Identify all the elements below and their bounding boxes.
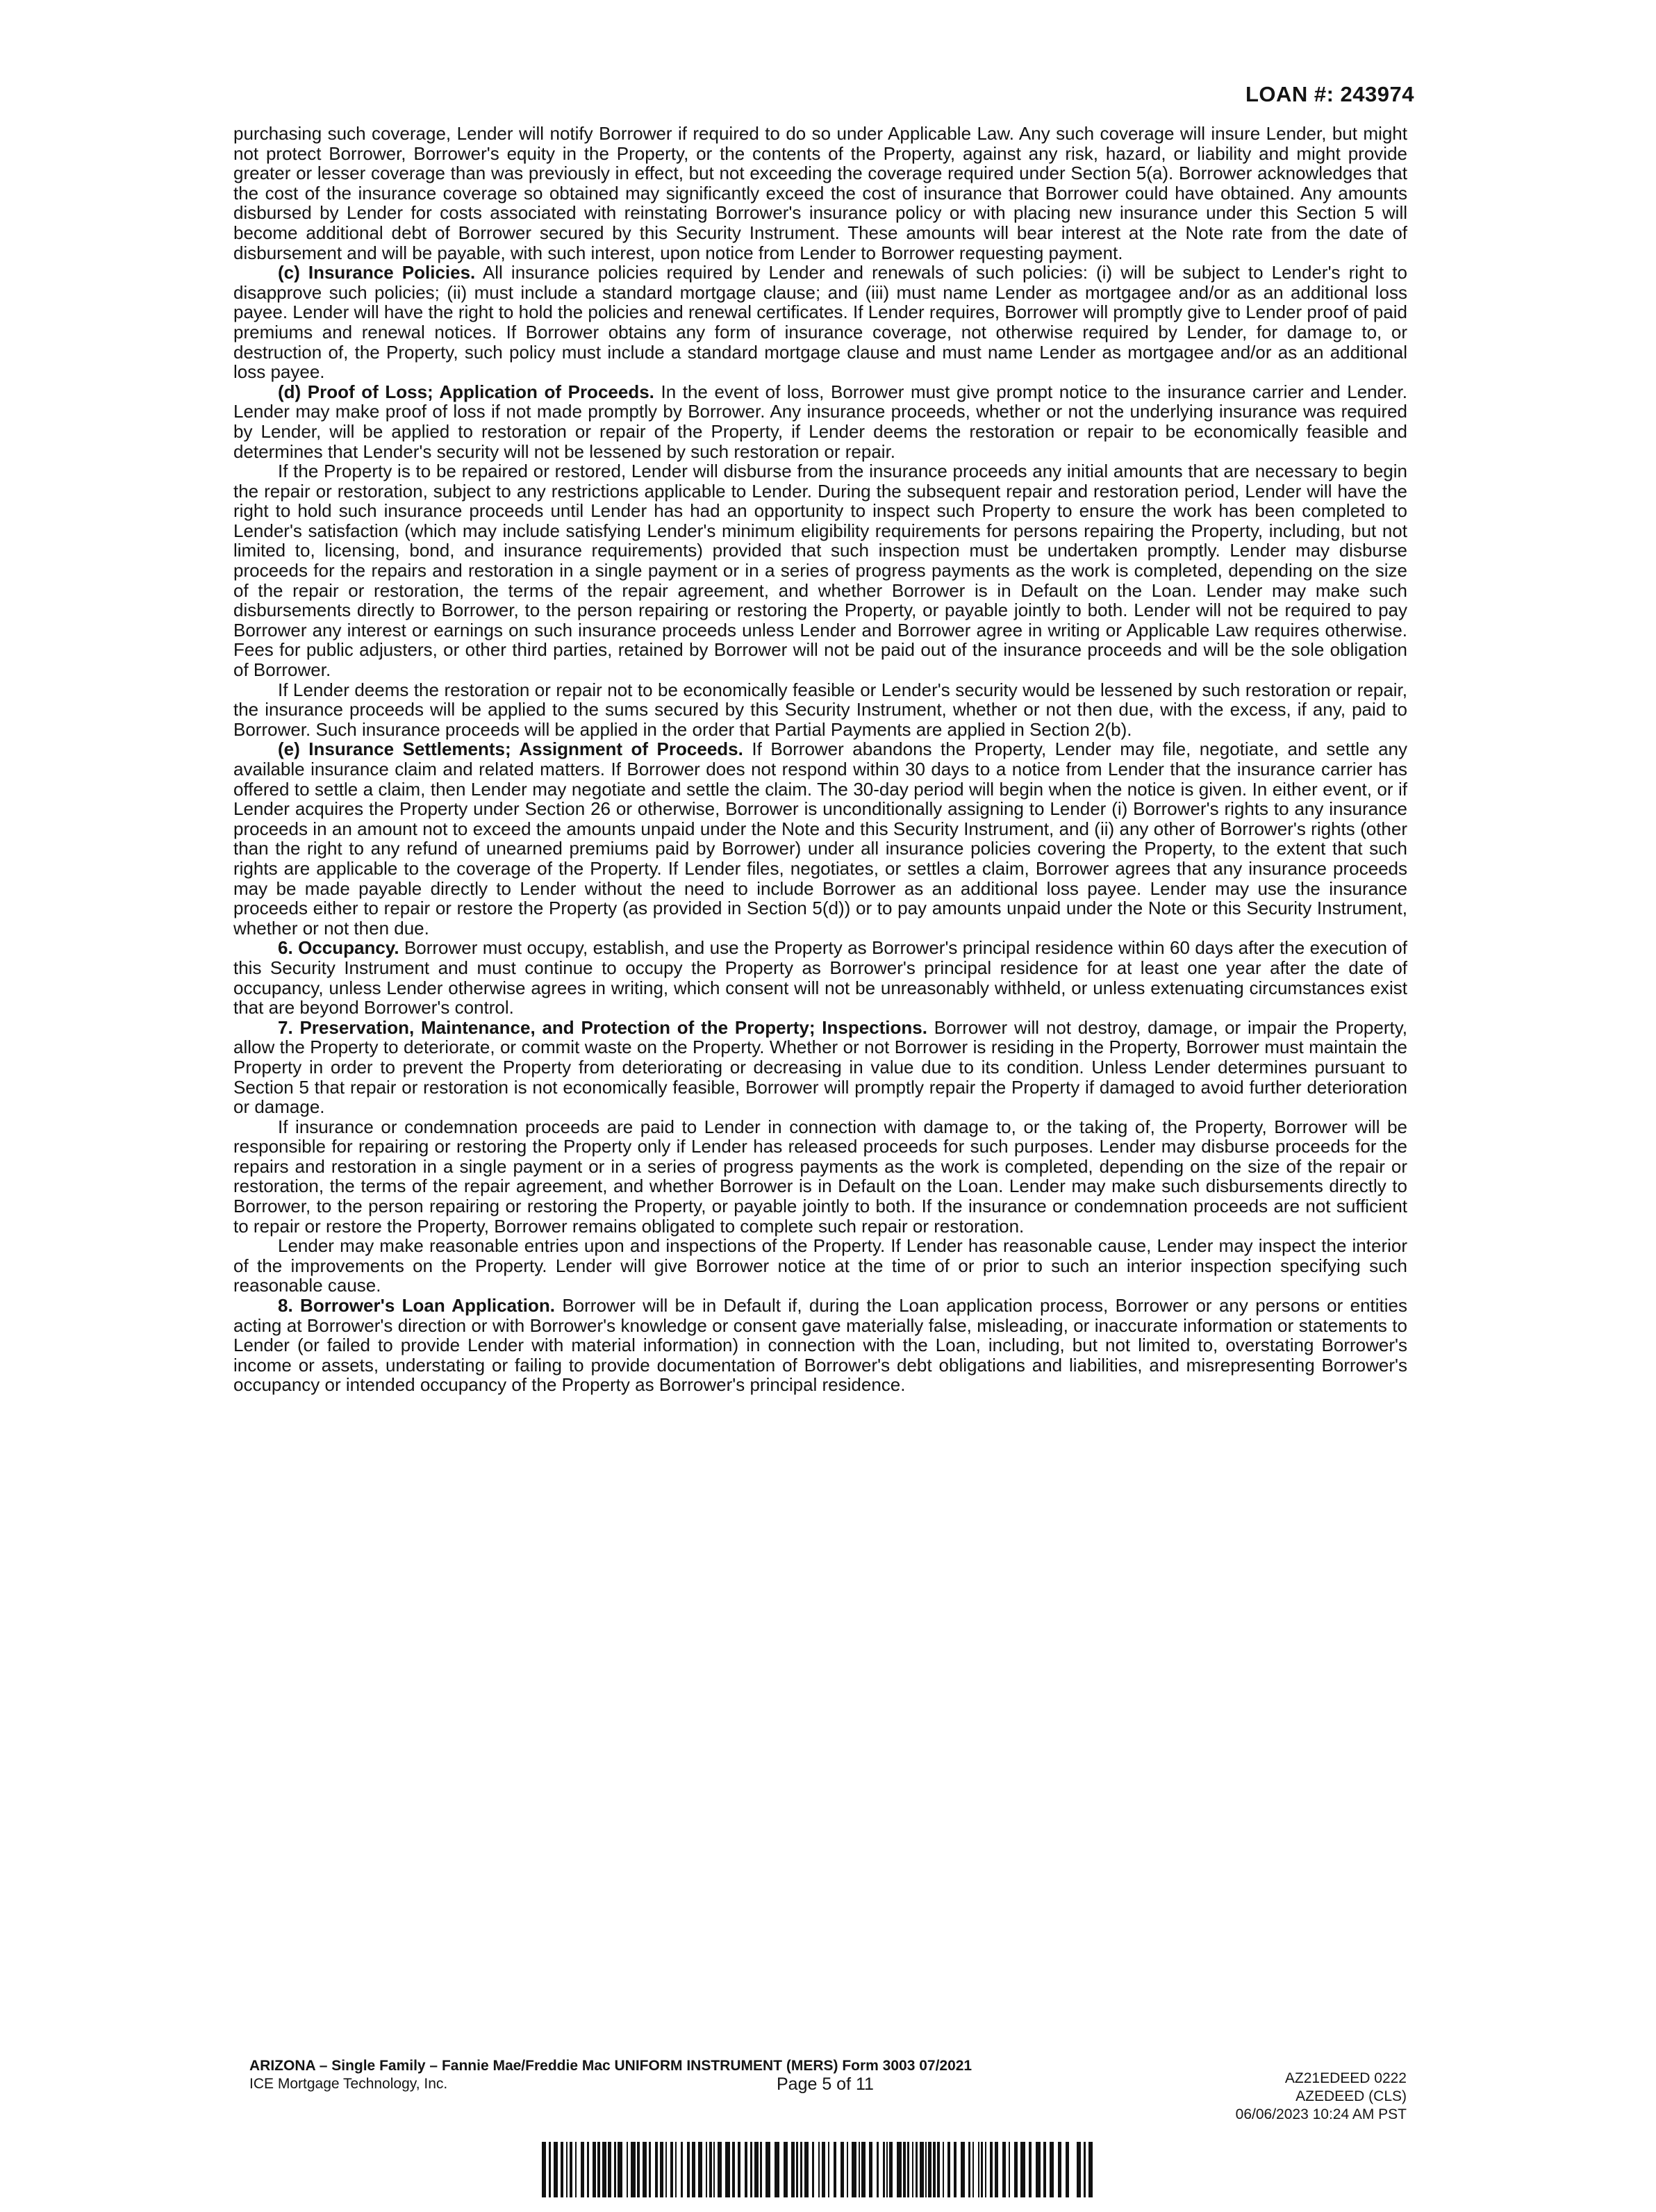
paragraph-text: purchasing such coverage, Lender will notify Borrower if required to do so under Applicable Law. Any such coverage will insure Lender, but might not protect Borrower, Borrower's equity in the Property, or the contents of the Property, against any risk, hazard, or liability and might provide greater or lesser coverage than was previously in effect, but not exceeding the coverage required under Section 5(a). Borrower acknowledges that the cost of the insurance coverage so obtained may significantly exceed the cost of insurance that Borrower could have obtained. Any amounts disbursed by Lender for costs associated with reinstating Borrower's insurance policy or with placing new insurance under this Section 5 will become additional debt of Borrower secured by this Security Instrument. These amounts will bear interest at the Note rate from the date of disbursement and will be payable, with such interest, upon notice from Lender to Borrower requesting payment. — [233, 123, 1407, 263]
section-heading: 8. Borrower's Loan Application. — [278, 1295, 555, 1317]
paragraph-text: If Lender deems the restoration or repair not to be economically feasible or Lender's security would be lessened by such restoration or repair, the insurance proceeds will be applied to the sums secured by this Security Instrument, whether or not then due, with the excess, if any, paid to Borrower. Such insurance proceeds will be applied in the order that Partial Payments are applied in Section 2(b). — [233, 679, 1407, 740]
section-heading: 7. Preservation, Maintenance, and Protection of the Property; Inspections. — [278, 1016, 927, 1038]
paragraph — [233, 461, 1407, 680]
paragraph — [233, 739, 1407, 938]
footer-right — [1236, 2070, 1407, 2124]
footer-form-line: ARIZONA – Single Family – Fannie Mae/Freddie Mac UNIFORM INSTRUMENT (MERS) Form 3003 07/2021 — [249, 2058, 972, 2074]
footer-page-number: Page 5 of 11 — [777, 2074, 874, 2094]
paragraph-text: Borrower will be in Default if, during the Loan application process, Borrower or any persons or entities acting at Borrower's direction or with Borrower's knowledge or consent gave materially false, misleading, or inaccurate information or statements to Lender (or failed to provide Lender with material information) in connection with the Loan, including, but not limited to, overstating Borrower's income or assets, understating or failing to provide documentation of Borrower's debt obligations and liabilities, and misrepresenting Borrower's occupancy or intended occupancy of the Property as Borrower's principal residence. — [233, 1295, 1407, 1396]
paragraph-text: Lender may make reasonable entries upon and inspections of the Property. If Lender has reasonable cause, Lender may inspect the interior of the improvements on the Property. Lender will give Borrower notice at the time of or prior to such an interior inspection specifying such reasonable cause. — [233, 1235, 1407, 1296]
footer-company: ICE Mortgage Technology, Inc. — [249, 2076, 448, 2092]
section-heading: (c) Insurance Policies. — [278, 262, 476, 283]
paragraph — [233, 1236, 1407, 1296]
paragraph-text: If the Property is to be repaired or restored, Lender will disburse from the insurance proceeds any initial amounts that are necessary to begin the repair or restoration, subject to any restrictions applicable to Lender. During the subsequent repair and restoration period, Lender will have the right to hold such insurance proceeds until Lender has had an opportunity to inspect such Property to ensure the work has been completed to Lender's satisfaction (which may include satisfying Lender's minimum eligibility requirements for persons repairing the Property, including, but not limited to, licensing, bond, and insurance requirements) provided that such inspection must be undertaken promptly. Lender may disburse proceeds for the repairs and restoration in a single payment or in a series of progress payments as the work is completed, depending on the size of the repair or restoration, the terms of the repair agreement, and whether Borrower is in Default on the Loan. Lender may make such disbursements directly to Borrower, to the person repairing or restoring the Property, or payable jointly to both. Lender will not be required to pay Borrower any interest or earnings on such insurance proceeds unless Lender and Borrower agree in writing or Applicable Law requires otherwise. Fees for public adjusters, or other third parties, retained by Borrower will not be paid out of the insurance proceeds and will be the sole obligation of Borrower. — [233, 461, 1407, 681]
paragraph-text: If insurance or condemnation proceeds are paid to Lender in connection with damage to, or the taking of, the Property, Borrower will be responsible for repairing or restoring the Property only if Lender has released proceeds for such purposes. Lender may disburse proceeds for the repairs and restoration in a single payment or in a series of progress payments as the work is completed, depending on the size of the repair or restoration, the terms of the repair agreement, and whether Borrower is in Default on the Loan. Lender may make such disbursements directly to Borrower, to the person repairing or restoring the Property, or payable jointly to both. If the insurance or condemnation proceeds are not sufficient to repair or restore the Property, Borrower remains obligated to complete such repair or restoration. — [233, 1116, 1407, 1237]
paragraph — [233, 938, 1407, 1017]
paragraph — [233, 124, 1407, 263]
paragraph-text: Borrower must occupy, establish, and use the Property as Borrower's principal residence within 60 days after the execution of this Security Instrument and must continue to occupy the Property as Borrower's principal residence for at least one year after the date of occupancy, unless Lender otherwise agrees in writing, which consent will not be unreasonably withheld, or unless extenuating circumstances exist that are beyond Borrower's control. — [233, 937, 1407, 1018]
paragraph — [233, 1117, 1407, 1237]
paragraph-text: All insurance policies required by Lender and renewals of such policies: (i) will be subject to Lender's right to disapprove such policies; (ii) must include a standard mortgage clause; and (iii) must name Lender as mortgagee and/or as an additional loss payee. Lender will have the right to hold the policies and renewal certificates. If Lender requires, Borrower will promptly give to Lender proof of paid premiums and renewal notices. If Borrower obtains any form of insurance coverage, not otherwise required by Lender, for damage to, or destruction of, the Property, such policy must include a standard mortgage clause and must name Lender as mortgagee and/or as an additional loss payee. — [233, 262, 1407, 383]
paragraph — [233, 680, 1407, 740]
footer-timestamp: 06/06/2023 10:24 AM PST — [1235, 2106, 1407, 2122]
section-heading: (e) Insurance Settlements; Assignment of Proceeds. — [278, 738, 743, 760]
paragraph-text: In the event of loss, Borrower must give prompt notice to the insurance carrier and Lender. Lender may make proof of loss if not made promptly by Borrower. Any insurance proceeds, whether or not the underlying insurance was required by Lender, will be applied to restoration or repair of the Property, if Lender deems the restoration or repair to be economically feasible and determines that Lender's security will not be lessened by such restoration or repair. — [233, 381, 1407, 462]
footer — [249, 2057, 1407, 2122]
document-body — [233, 124, 1407, 1395]
barcode — [542, 2142, 1095, 2197]
paragraph — [233, 382, 1407, 461]
footer-code-1: AZ21EDEED 0222 — [1284, 2070, 1407, 2086]
section-heading: 6. Occupancy. — [278, 937, 399, 959]
footer-code-2: AZEDEED (CLS) — [1295, 2088, 1407, 2104]
paragraph-text: Borrower will not destroy, damage, or impair the Property, allow the Property to deteriorate, or commit waste on the Property. Whether or not Borrower is residing in the Property, Borrower must maintain the Property in order to prevent the Property from deteriorating or decreasing in value due to its condition. Unless Lender determines pursuant to Section 5 that repair or restoration is not economically feasible, Borrower will promptly repair the Property if damaged to avoid further deterioration or damage. — [233, 1016, 1407, 1118]
paragraph — [233, 1296, 1407, 1395]
paragraph — [233, 1018, 1407, 1117]
section-heading: (d) Proof of Loss; Application of Proceeds. — [278, 381, 654, 402]
paragraph-text: If Borrower abandons the Property, Lender may file, negotiate, and settle any available insurance claim and related matters. If Borrower does not respond within 30 days to a notice from Lender that the insurance carrier has offered to settle a claim, then Lender may negotiate and settle the claim. The 30-day period will begin when the notice is given. In either event, or if Lender acquires the Property under Section 26 or otherwise, Borrower is unconditionally assigning to Lender (i) Borrower's rights to any insurance proceeds in an amount not to exceed the amounts unpaid under the Note and this Security Instrument, and (ii) any other of Borrower's rights (other than the right to any refund of unearned premiums paid by Borrower) under all insurance policies covering the Property, to the extent that such rights are applicable to the coverage of the Property. If Lender files, negotiates, or settles a claim, Borrower agrees that any insurance proceeds may be made payable directly to Lender without the need to include Borrower as an additional loss payee. Lender may use the insurance proceeds either to repair or restore the Property (as provided in Section 5(d)) or to pay amounts unpaid under the Note or this Security Instrument, whether or not then due. — [233, 738, 1407, 939]
paragraph — [233, 263, 1407, 382]
loan-number: LOAN #: 243974 — [1245, 82, 1414, 106]
